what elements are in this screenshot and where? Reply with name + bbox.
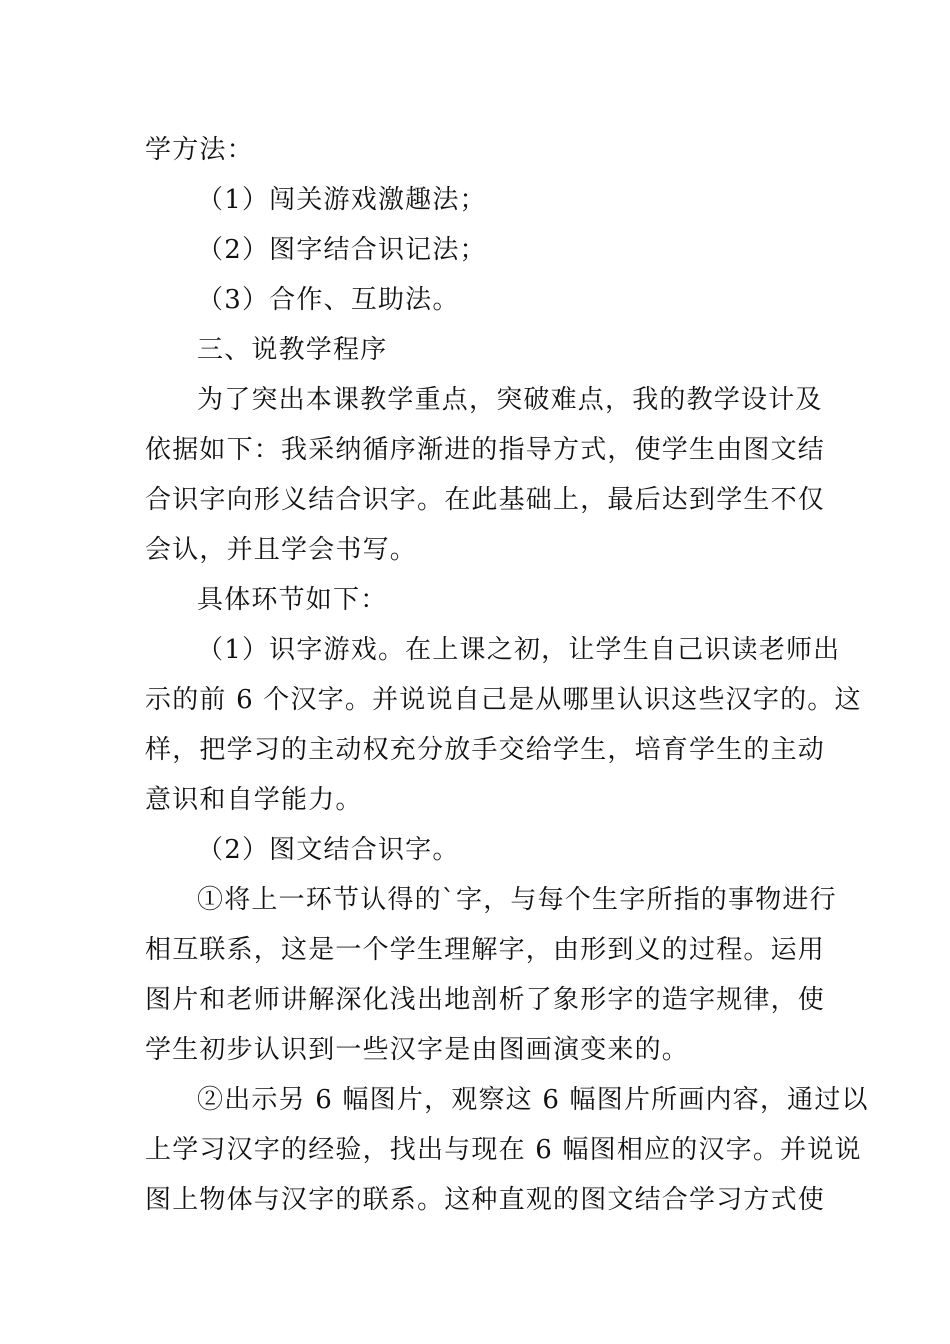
text-line: 图片和老师讲解深化浅出地剖析了象形字的造字规律，使 — [145, 985, 826, 1015]
text-line: 学生初步认识到一些汉字是由图画演变来的。 — [145, 1035, 690, 1065]
text-line: 会认，并且学会书写。 — [145, 535, 418, 565]
text-line: 相互联系，这是一个学生理解字，由形到义的过程。运用 — [145, 935, 826, 965]
section-heading: 三、说教学程序 — [197, 335, 388, 365]
text-line: 样，把学习的主动权充分放手交给学生，培育学生的主动 — [145, 735, 826, 765]
text-line: （2）图文结合识字。 — [197, 835, 460, 865]
text-line: ①将上一环节认得的`字，与每个生字所指的事物进行 — [197, 885, 837, 915]
text-line: 示的前 6 个汉字。并说说自己是从哪里认识这些汉字的。这 — [145, 685, 862, 715]
text-line: 学方法： — [145, 135, 254, 165]
text-line: 为了突出本课教学重点，突破难点，我的教学设计及 — [197, 385, 823, 415]
text-line: 上学习汉字的经验，找出与现在 6 幅图相应的汉字。并说说 — [145, 1135, 862, 1165]
text-line: 图上物体与汉字的联系。这种直观的图文结合学习方式使 — [145, 1185, 826, 1215]
text-line: （3）合作、互助法。 — [197, 285, 460, 315]
text-line: 合识字向形义结合识字。在此基础上，最后达到学生不仅 — [145, 485, 826, 515]
text-line: 具体环节如下： — [197, 585, 388, 615]
text-line: （1）识字游戏。在上课之初，让学生自己识读老师出 — [197, 635, 841, 665]
text-line: ②出示另 6 幅图片，观察这 6 幅图片所画内容，通过以 — [197, 1085, 869, 1115]
text-line: 依据如下：我采纳循序渐进的指导方式，使学生由图文结 — [145, 435, 826, 465]
text-line: （1）闯关游戏激趣法； — [197, 185, 487, 215]
text-line: 意识和自学能力。 — [145, 785, 363, 815]
text-line: （2）图字结合识记法； — [197, 235, 487, 265]
